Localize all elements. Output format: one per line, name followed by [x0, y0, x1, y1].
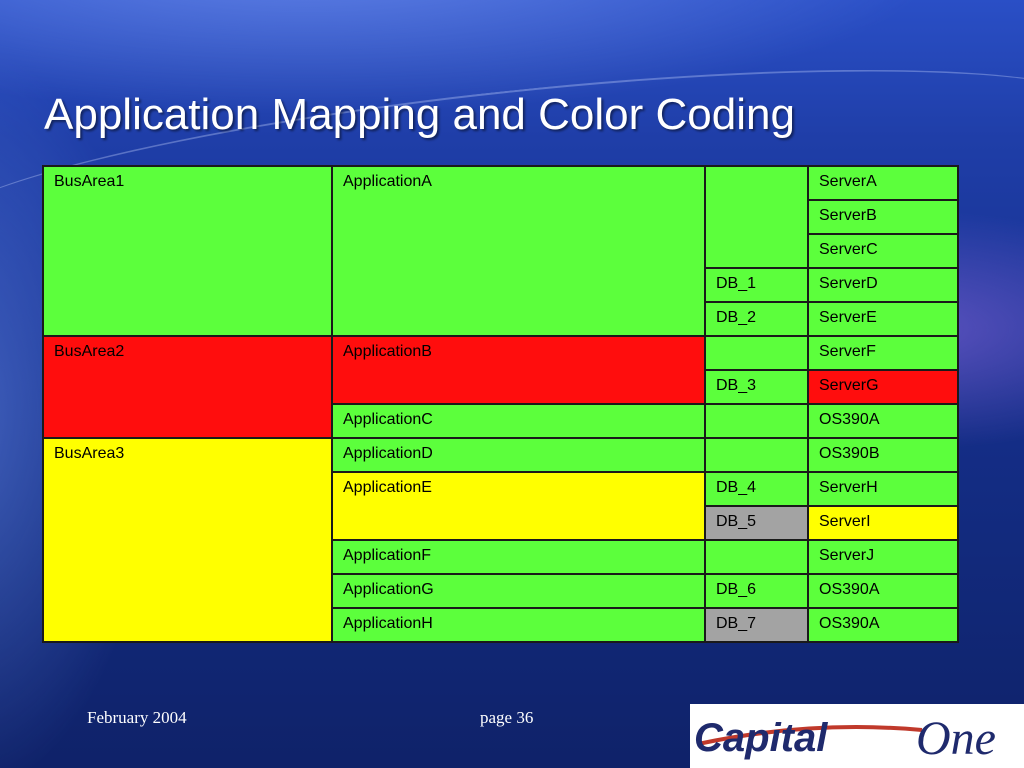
database-cell-empty [705, 438, 808, 472]
server-cell: ServerI [808, 506, 958, 540]
database-cell-empty [705, 336, 808, 370]
database-cell: DB_4 [705, 472, 808, 506]
server-cell: OS390A [808, 574, 958, 608]
database-cell-empty [705, 540, 808, 574]
database-cell: DB_1 [705, 268, 808, 302]
database-cell: DB_7 [705, 608, 808, 642]
logo-graphic [690, 704, 1024, 768]
application-cell: ApplicationG [332, 574, 705, 608]
busarea-cell: BusArea3 [43, 438, 332, 642]
server-cell: OS390B [808, 438, 958, 472]
slide-title: Application Mapping and Color Coding [44, 90, 795, 139]
database-cell-empty [705, 166, 808, 268]
server-cell: ServerH [808, 472, 958, 506]
application-cell: ApplicationB [332, 336, 705, 404]
application-cell: ApplicationD [332, 438, 705, 472]
server-cell: ServerB [808, 200, 958, 234]
database-cell: DB_3 [705, 370, 808, 404]
server-cell: ServerF [808, 336, 958, 370]
application-mapping-table [42, 165, 959, 643]
server-cell: ServerD [808, 268, 958, 302]
logo-text-capital: Capital [694, 716, 828, 760]
server-cell: ServerC [808, 234, 958, 268]
application-cell: ApplicationE [332, 472, 705, 540]
application-cell: ApplicationA [332, 166, 705, 336]
table-row [43, 438, 958, 472]
logo-text-one: One [916, 712, 996, 765]
server-cell: OS390A [808, 404, 958, 438]
capital-one-logo [690, 704, 1024, 768]
server-cell: ServerA [808, 166, 958, 200]
server-cell: ServerE [808, 302, 958, 336]
busarea-cell: BusArea2 [43, 336, 332, 438]
footer-page-number: page 36 [480, 708, 534, 727]
footer-date: February 2004 [87, 708, 187, 727]
server-cell: ServerG [808, 370, 958, 404]
table-row [43, 166, 958, 200]
application-cell: ApplicationH [332, 608, 705, 642]
server-cell: OS390A [808, 608, 958, 642]
database-cell: DB_2 [705, 302, 808, 336]
database-cell-empty [705, 404, 808, 438]
busarea-cell: BusArea1 [43, 166, 332, 336]
application-cell: ApplicationF [332, 540, 705, 574]
table-row [43, 336, 958, 370]
application-cell: ApplicationC [332, 404, 705, 438]
database-cell: DB_6 [705, 574, 808, 608]
database-cell: DB_5 [705, 506, 808, 540]
server-cell: ServerJ [808, 540, 958, 574]
